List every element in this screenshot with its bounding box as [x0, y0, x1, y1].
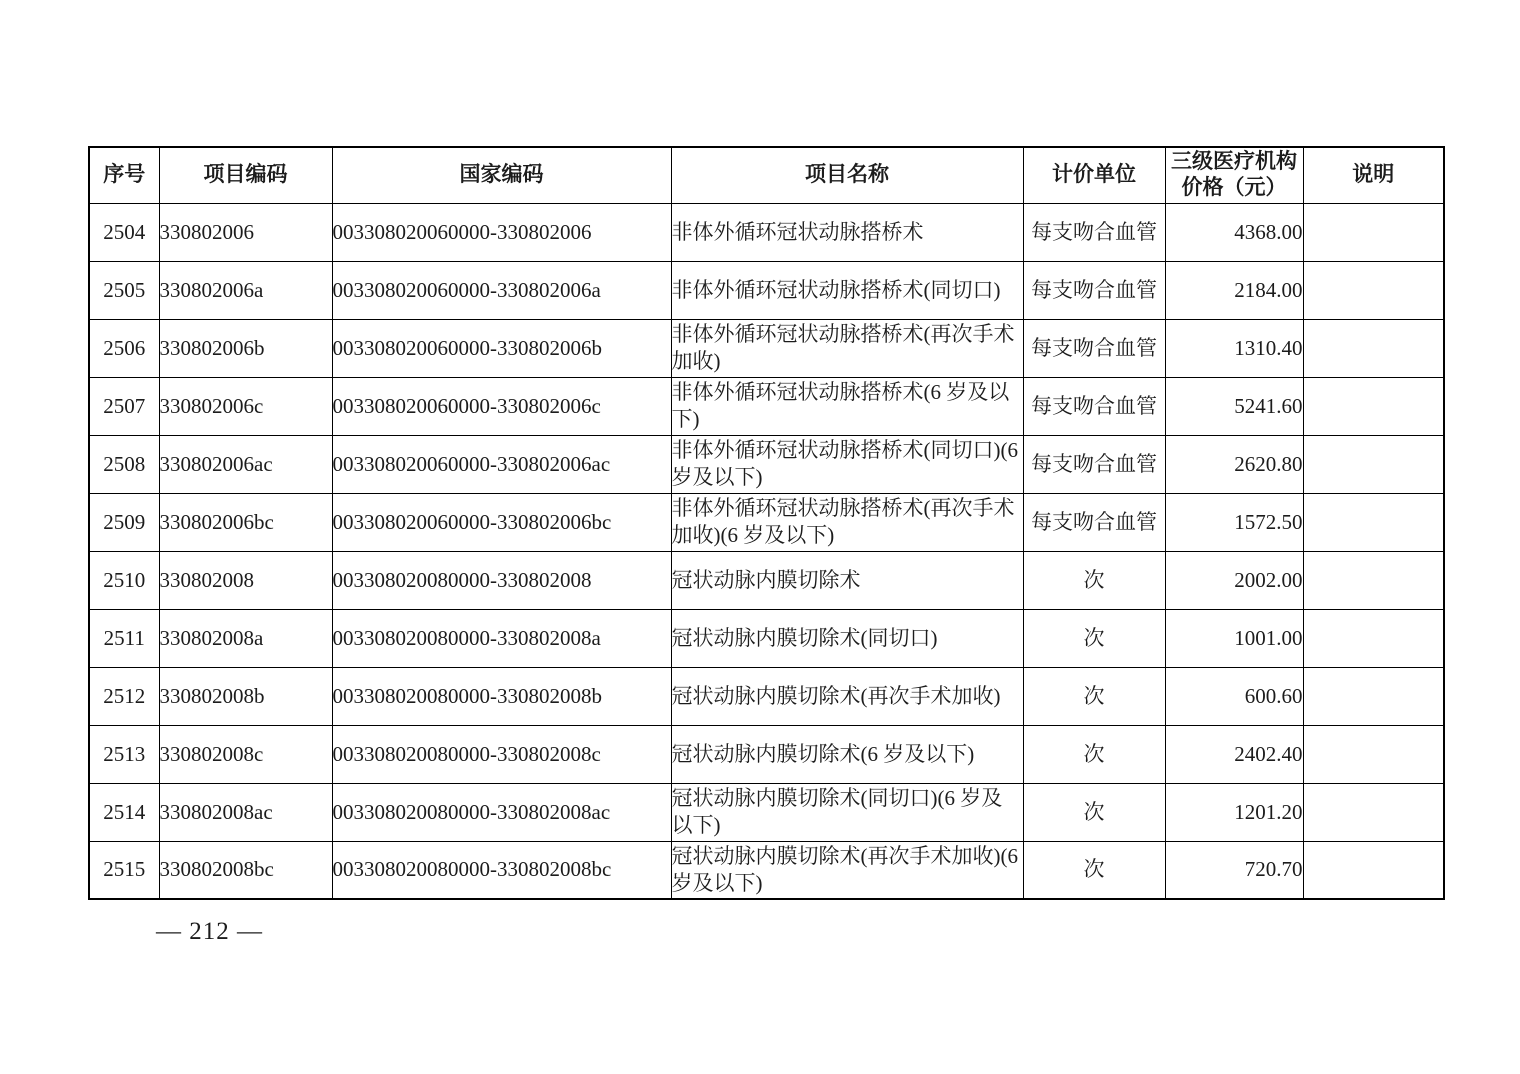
cell-note	[1303, 667, 1444, 725]
cell-unit: 每支吻合血管	[1023, 435, 1165, 493]
cell-unit: 每支吻合血管	[1023, 319, 1165, 377]
cell-unit: 次	[1023, 667, 1165, 725]
cell-price: 2184.00	[1165, 261, 1303, 319]
cell-item-name: 非体外循环冠状动脉搭桥术(再次手术加收)	[671, 319, 1023, 377]
col-header-price-line1: 三级医疗机构	[1171, 150, 1297, 174]
table-row	[89, 783, 1444, 841]
cell-national-code: 003308020080000-330802008b	[332, 667, 671, 725]
cell-item-code: 330802008c	[159, 725, 332, 783]
cell-seq: 2513	[89, 725, 159, 783]
table-row	[89, 725, 1444, 783]
cell-item-name: 冠状动脉内膜切除术(同切口)(6 岁及以下)	[671, 783, 1023, 841]
cell-national-code: 003308020080000-330802008	[332, 551, 671, 609]
cell-price: 5241.60	[1165, 377, 1303, 435]
cell-national-code: 003308020060000-330802006	[332, 203, 671, 261]
cell-national-code: 003308020060000-330802006ac	[332, 435, 671, 493]
cell-item-name: 冠状动脉内膜切除术	[671, 551, 1023, 609]
cell-note	[1303, 377, 1444, 435]
cell-item-code: 330802006	[159, 203, 332, 261]
cell-seq: 2512	[89, 667, 159, 725]
cell-national-code: 003308020080000-330802008ac	[332, 783, 671, 841]
cell-item-name: 非体外循环冠状动脉搭桥术	[671, 203, 1023, 261]
table-row	[89, 841, 1444, 899]
cell-national-code: 003308020060000-330802006c	[332, 377, 671, 435]
cell-item-code: 330802008a	[159, 609, 332, 667]
cell-seq: 2509	[89, 493, 159, 551]
cell-item-name: 非体外循环冠状动脉搭桥术(同切口)	[671, 261, 1023, 319]
cell-seq: 2515	[89, 841, 159, 899]
cell-item-code: 330802006ac	[159, 435, 332, 493]
cell-unit: 每支吻合血管	[1023, 261, 1165, 319]
cell-note	[1303, 493, 1444, 551]
cell-unit: 次	[1023, 783, 1165, 841]
table-row	[89, 377, 1444, 435]
cell-price: 1201.20	[1165, 783, 1303, 841]
cell-item-code: 330802006bc	[159, 493, 332, 551]
cell-seq: 2506	[89, 319, 159, 377]
cell-seq: 2510	[89, 551, 159, 609]
cell-price: 2002.00	[1165, 551, 1303, 609]
cell-unit: 次	[1023, 841, 1165, 899]
cell-seq: 2511	[89, 609, 159, 667]
table-row	[89, 493, 1444, 551]
cell-note	[1303, 435, 1444, 493]
cell-item-code: 330802008bc	[159, 841, 332, 899]
cell-national-code: 003308020080000-330802008a	[332, 609, 671, 667]
cell-price: 1310.40	[1165, 319, 1303, 377]
page-number: — 212 —	[156, 918, 263, 945]
cell-note	[1303, 551, 1444, 609]
cell-item-name: 非体外循环冠状动脉搭桥术(6 岁及以下)	[671, 377, 1023, 435]
cell-seq: 2505	[89, 261, 159, 319]
cell-note	[1303, 319, 1444, 377]
col-header-item-name: 项目名称	[671, 147, 1023, 203]
cell-unit: 每支吻合血管	[1023, 203, 1165, 261]
cell-item-name: 冠状动脉内膜切除术(再次手术加收)(6 岁及以下)	[671, 841, 1023, 899]
cell-item-code: 330802008ac	[159, 783, 332, 841]
col-header-price-line2: 价格（元）	[1181, 176, 1287, 200]
cell-item-name: 冠状动脉内膜切除术(同切口)	[671, 609, 1023, 667]
table-row	[89, 203, 1444, 261]
cell-price: 1001.00	[1165, 609, 1303, 667]
cell-item-name: 冠状动脉内膜切除术(6 岁及以下)	[671, 725, 1023, 783]
cell-price: 720.70	[1165, 841, 1303, 899]
cell-unit: 次	[1023, 725, 1165, 783]
cell-item-code: 330802006a	[159, 261, 332, 319]
cell-item-name: 非体外循环冠状动脉搭桥术(同切口)(6 岁及以下)	[671, 435, 1023, 493]
cell-national-code: 003308020060000-330802006bc	[332, 493, 671, 551]
cell-item-name: 冠状动脉内膜切除术(再次手术加收)	[671, 667, 1023, 725]
col-header-note: 说明	[1303, 147, 1444, 203]
medical-price-table	[88, 146, 1445, 900]
cell-unit: 次	[1023, 551, 1165, 609]
cell-item-code: 330802006b	[159, 319, 332, 377]
cell-price: 2620.80	[1165, 435, 1303, 493]
cell-note	[1303, 783, 1444, 841]
cell-note	[1303, 261, 1444, 319]
col-header-price	[1165, 147, 1303, 203]
cell-price: 600.60	[1165, 667, 1303, 725]
cell-price: 4368.00	[1165, 203, 1303, 261]
col-header-item-code: 项目编码	[159, 147, 332, 203]
table-row	[89, 667, 1444, 725]
cell-unit: 每支吻合血管	[1023, 377, 1165, 435]
cell-item-code: 330802008	[159, 551, 332, 609]
cell-note	[1303, 841, 1444, 899]
table-row	[89, 319, 1444, 377]
col-header-seq: 序号	[89, 147, 159, 203]
cell-item-code: 330802006c	[159, 377, 332, 435]
cell-item-code: 330802008b	[159, 667, 332, 725]
cell-national-code: 003308020060000-330802006b	[332, 319, 671, 377]
cell-note	[1303, 725, 1444, 783]
cell-note	[1303, 609, 1444, 667]
cell-national-code: 003308020060000-330802006a	[332, 261, 671, 319]
cell-price: 2402.40	[1165, 725, 1303, 783]
cell-unit: 每支吻合血管	[1023, 493, 1165, 551]
table-row	[89, 551, 1444, 609]
cell-seq: 2504	[89, 203, 159, 261]
cell-unit: 次	[1023, 609, 1165, 667]
header-row	[89, 147, 1444, 203]
cell-price: 1572.50	[1165, 493, 1303, 551]
table-row	[89, 435, 1444, 493]
cell-seq: 2507	[89, 377, 159, 435]
cell-national-code: 003308020080000-330802008c	[332, 725, 671, 783]
col-header-unit: 计价单位	[1023, 147, 1165, 203]
cell-national-code: 003308020080000-330802008bc	[332, 841, 671, 899]
col-header-national-code: 国家编码	[332, 147, 671, 203]
cell-note	[1303, 203, 1444, 261]
table-row	[89, 261, 1444, 319]
table-row	[89, 609, 1444, 667]
cell-seq: 2508	[89, 435, 159, 493]
cell-item-name: 非体外循环冠状动脉搭桥术(再次手术加收)(6 岁及以下)	[671, 493, 1023, 551]
cell-seq: 2514	[89, 783, 159, 841]
